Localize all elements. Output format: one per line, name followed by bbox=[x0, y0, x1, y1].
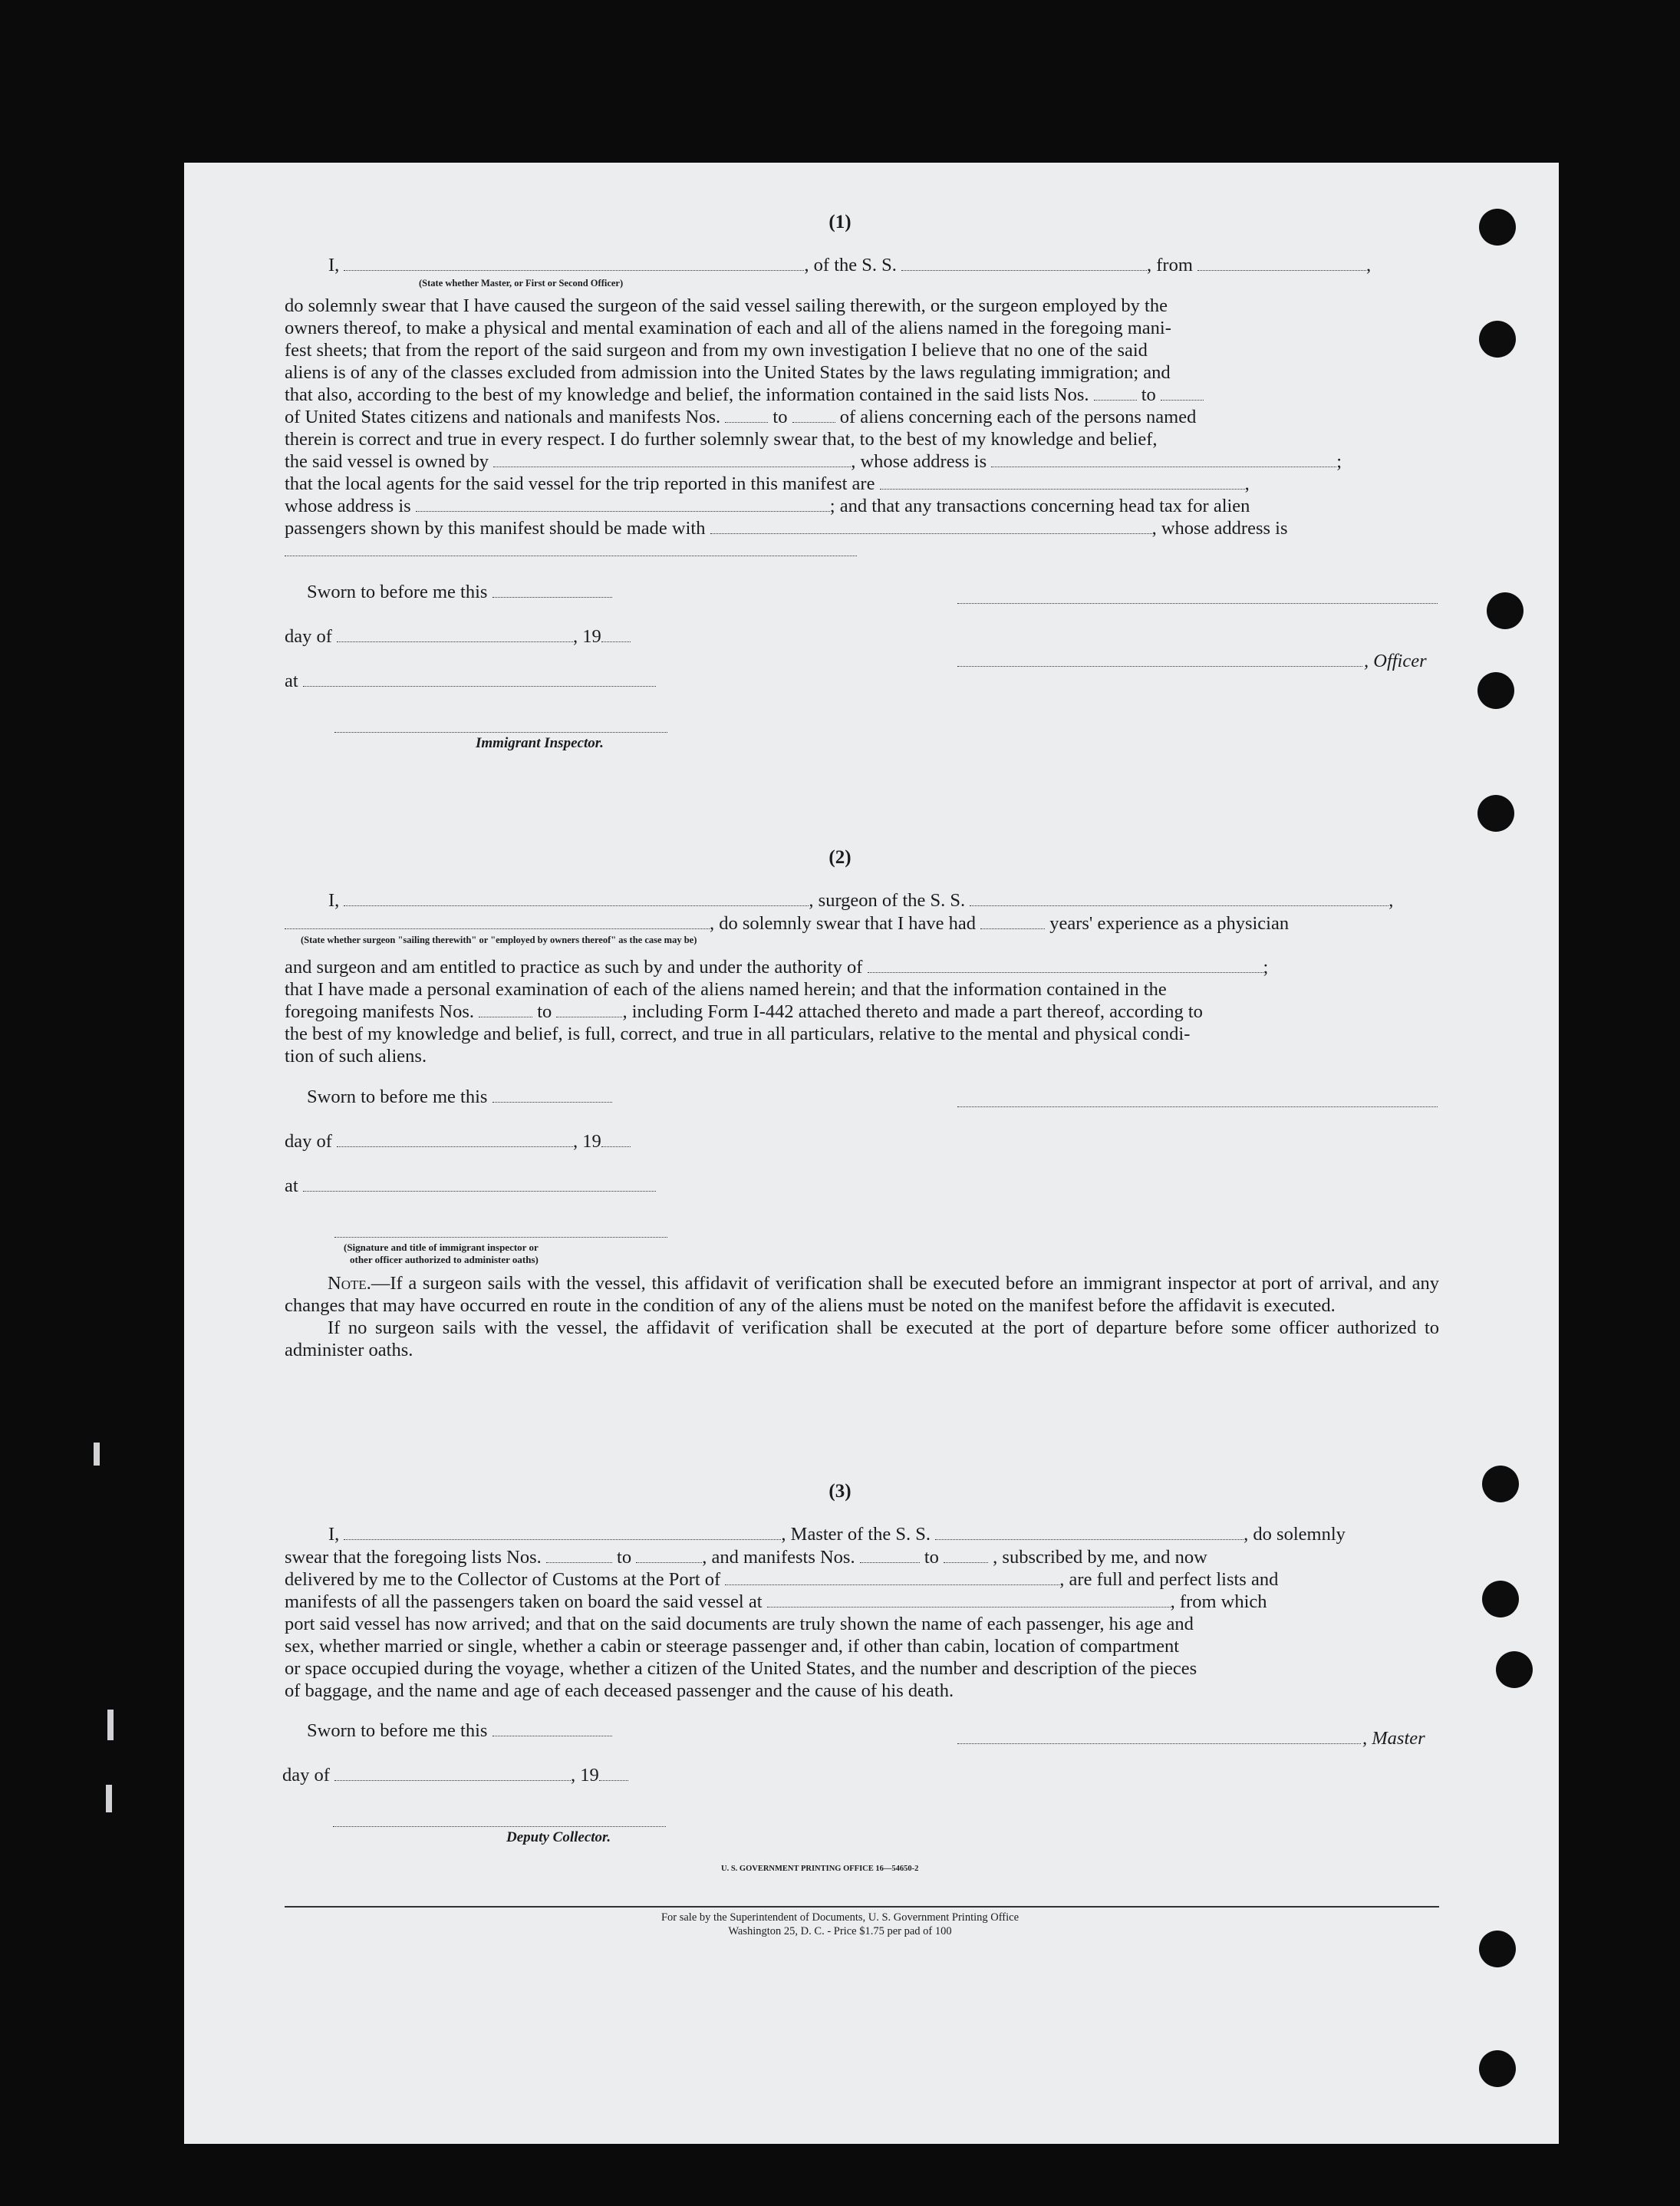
departure-port-field[interactable] bbox=[1197, 256, 1366, 271]
list-from-field[interactable] bbox=[546, 1548, 612, 1563]
body-line: fest sheets; that from the report of the said surgeon and from my own investigation I believe that no one of the said bbox=[285, 340, 1148, 361]
owner-address-field[interactable] bbox=[991, 453, 1336, 467]
manifest-from-field[interactable] bbox=[725, 408, 768, 423]
body-line: manifests of all the passengers taken on board the said vessel at , from which bbox=[285, 1591, 1267, 1612]
footer bbox=[0, 1911, 1680, 1938]
note-paragraph: If no surgeon sails with the vessel, the affidavit of verification shall be executed at the port of departure before some officer authorized to administer oaths. bbox=[285, 1317, 1439, 1360]
place-field[interactable] bbox=[303, 1177, 656, 1192]
footer-line: For sale by the Superintendent of Documents, U. S. Government Printing Office bbox=[660, 1911, 1020, 1924]
punch-hole bbox=[1496, 1651, 1533, 1688]
head-tax-address-field[interactable] bbox=[285, 542, 857, 556]
officer-title-note: (State whether Master, or First or Second Officer) bbox=[419, 278, 624, 289]
section-3-body bbox=[285, 1546, 1439, 1702]
printer-line: U. S. GOVERNMENT PRINTING OFFICE 16—54650-2 bbox=[721, 1865, 919, 1873]
list-from-field[interactable] bbox=[1094, 386, 1137, 401]
manifest-from-field[interactable] bbox=[479, 1003, 532, 1017]
body-line: of baggage, and the name and age of each deceased passenger and the cause of his death. bbox=[285, 1680, 954, 1701]
sworn-line: Sworn to before me this bbox=[307, 1087, 612, 1108]
sworn-line: Sworn to before me this bbox=[307, 1720, 612, 1742]
officer-signature-line[interactable] bbox=[957, 664, 1362, 667]
body-line: therein is correct and true in every respect. I do further solemnly swear that, to the best of my knowledge and belief, bbox=[285, 429, 1158, 450]
signature-line[interactable] bbox=[957, 602, 1438, 604]
body-line bbox=[285, 539, 1439, 562]
body-line: or space occupied during the voyage, whether a citizen of the United States, and the number and description of the pieces bbox=[285, 1658, 1197, 1679]
list-to-field[interactable] bbox=[636, 1548, 702, 1563]
signature-note: (Signature and title of immigrant inspector or bbox=[344, 1241, 539, 1253]
inspector-signature-line[interactable] bbox=[334, 1235, 667, 1238]
year-field[interactable] bbox=[599, 1766, 628, 1781]
manifest-to-field[interactable] bbox=[792, 408, 835, 423]
punch-hole bbox=[1479, 321, 1516, 358]
body-line: aliens is of any of the classes excluded from admission into the United States by the laws regulating immigration; and bbox=[285, 362, 1171, 383]
body-line: the best of my knowledge and belief, is full, correct, and true in all particulars, relative to the mental and physical condi- bbox=[285, 1024, 1191, 1044]
master-signature-line[interactable] bbox=[957, 1742, 1361, 1744]
section-3-number: (3) bbox=[828, 1481, 852, 1502]
surgeon-status-field[interactable] bbox=[285, 915, 710, 929]
day-of-line: day of , 19 bbox=[285, 626, 631, 648]
officer-title-field[interactable] bbox=[344, 256, 804, 271]
head-tax-contact-field[interactable] bbox=[710, 519, 1152, 534]
sworn-day-field[interactable] bbox=[492, 1088, 612, 1103]
surgeon-status-note: (State whether surgeon "sailing therewith" or "employed by owners thereof" as the case may be) bbox=[301, 935, 697, 945]
manifest-to-field[interactable] bbox=[944, 1548, 988, 1563]
inspector-signature-line[interactable] bbox=[334, 730, 667, 733]
section-3-line-1: I, , Master of the S. S. , do solemnly bbox=[328, 1524, 1346, 1545]
body-line: delivered by me to the Collector of Customs at the Port of , are full and perfect lists and bbox=[285, 1569, 1279, 1590]
body-line: port said vessel has now arrived; and that on the said documents are truly shown the name of each passenger, his age and bbox=[285, 1614, 1194, 1634]
month-field[interactable] bbox=[337, 628, 573, 642]
sworn-day-field[interactable] bbox=[492, 1722, 612, 1736]
officer-caption: , Officer bbox=[1364, 651, 1427, 671]
ship-name-field[interactable] bbox=[970, 892, 1388, 906]
body-line: that I have made a personal examination of each of the aliens named herein; and that the information contained in the bbox=[285, 979, 1167, 1000]
punch-hole bbox=[1477, 672, 1514, 709]
punch-hole bbox=[1487, 592, 1524, 629]
punch-hole bbox=[1482, 1581, 1519, 1617]
sworn-line: Sworn to before me this bbox=[307, 582, 612, 603]
section-2-line-2: , do solemnly swear that I have had years' experience as a physician bbox=[285, 913, 1289, 935]
inspector-caption: Immigrant Inspector. bbox=[476, 735, 604, 751]
manifest-to-field[interactable] bbox=[556, 1003, 622, 1017]
sworn-day-field[interactable] bbox=[492, 583, 612, 598]
body-line: tion of such aliens. bbox=[285, 1046, 427, 1067]
body-line: of United States citizens and nationals and manifests Nos. to of aliens concerning each of the persons named bbox=[285, 407, 1197, 427]
collector-signature-line[interactable] bbox=[333, 1825, 666, 1827]
day-of-line: day of , 19 bbox=[282, 1765, 628, 1786]
surgeon-signature-line[interactable] bbox=[957, 1105, 1438, 1107]
place-field[interactable] bbox=[303, 672, 656, 687]
body-line: the said vessel is owned by , whose address is ; bbox=[285, 451, 1342, 472]
local-agents-field[interactable] bbox=[880, 475, 1245, 490]
years-field[interactable] bbox=[980, 915, 1045, 929]
section-1-opening: I, , of the S. S. , from , bbox=[328, 255, 1372, 275]
section-1-number: (1) bbox=[828, 212, 852, 232]
year-field[interactable] bbox=[601, 628, 631, 642]
body-line: whose address is ; and that any transactions concerning head tax for alien bbox=[285, 496, 1250, 516]
list-to-field[interactable] bbox=[1161, 386, 1204, 401]
section-2-line-1: I, , surgeon of the S. S. , bbox=[328, 890, 1394, 911]
owner-field[interactable] bbox=[493, 453, 851, 467]
punch-hole bbox=[1479, 2050, 1516, 2087]
body-line: that also, according to the best of my knowledge and belief, the information contained in the said lists Nos. to bbox=[285, 384, 1439, 406]
body-line: sex, whether married or single, whether a cabin or steerage passenger and, if other than cabin, location of compartment bbox=[285, 1636, 1180, 1657]
section-2-body bbox=[285, 956, 1439, 1067]
edge-speck bbox=[106, 1785, 112, 1812]
boarding-port-field[interactable] bbox=[767, 1593, 1171, 1608]
day-of-line: day of , 19 bbox=[285, 1131, 631, 1152]
note-paragraph: Note.—If a surgeon sails with the vessel, this affidavit of verification shall be executed before an immigrant inspector at port of arrival, and any changes that may have occurred en route in the condition of any of the aliens must be noted on the manifest before the affidavit is executed. bbox=[285, 1273, 1439, 1316]
authority-field[interactable] bbox=[868, 958, 1263, 973]
master-name-field[interactable] bbox=[344, 1525, 781, 1540]
manifest-from-field[interactable] bbox=[860, 1548, 920, 1563]
body-line: passengers shown by this manifest should be made with , whose address is bbox=[285, 518, 1288, 539]
ship-name-field[interactable] bbox=[901, 256, 1147, 271]
customs-port-field[interactable] bbox=[725, 1571, 1059, 1585]
agents-address-field[interactable] bbox=[416, 497, 830, 512]
body-line: and surgeon and am entitled to practice as such by and under the authority of ; bbox=[285, 957, 1269, 978]
section-2-number: (2) bbox=[828, 847, 852, 868]
body-line: that the local agents for the said vessel for the trip reported in this manifest are , bbox=[285, 473, 1250, 494]
punch-hole bbox=[1477, 795, 1514, 832]
footer-line: Washington 25, D. C. - Price $1.75 per pad of 100 bbox=[728, 1925, 952, 1937]
section-1-body bbox=[285, 295, 1439, 562]
ship-name-field[interactable] bbox=[935, 1525, 1244, 1540]
body-line: swear that the foregoing lists Nos. to , and manifests Nos. to , subscribed by me, and now bbox=[285, 1547, 1207, 1568]
collector-caption: Deputy Collector. bbox=[506, 1829, 611, 1845]
body-line: owners thereof, to make a physical and mental examination of each and all of the aliens named in the foregoing mani- bbox=[285, 318, 1171, 338]
signature-note: other officer authorized to administer oaths) bbox=[350, 1254, 539, 1265]
footer-rule bbox=[285, 1906, 1439, 1908]
master-caption: , Master bbox=[1362, 1728, 1425, 1749]
month-field[interactable] bbox=[337, 1133, 573, 1147]
at-line: at bbox=[285, 1176, 656, 1197]
body-line: foregoing manifests Nos. to , including Form I-442 attached thereto and made a part thereof, according to bbox=[285, 1001, 1203, 1022]
section-2-note bbox=[285, 1272, 1439, 1361]
body-line: do solemnly swear that I have caused the surgeon of the said vessel sailing therewith, or the surgeon employed by the bbox=[285, 295, 1168, 316]
surgeon-name-field[interactable] bbox=[344, 892, 809, 906]
edge-speck bbox=[107, 1710, 114, 1740]
year-field[interactable] bbox=[601, 1133, 631, 1147]
at-line: at bbox=[285, 671, 656, 692]
edge-speck bbox=[94, 1443, 100, 1466]
month-field[interactable] bbox=[334, 1766, 571, 1781]
